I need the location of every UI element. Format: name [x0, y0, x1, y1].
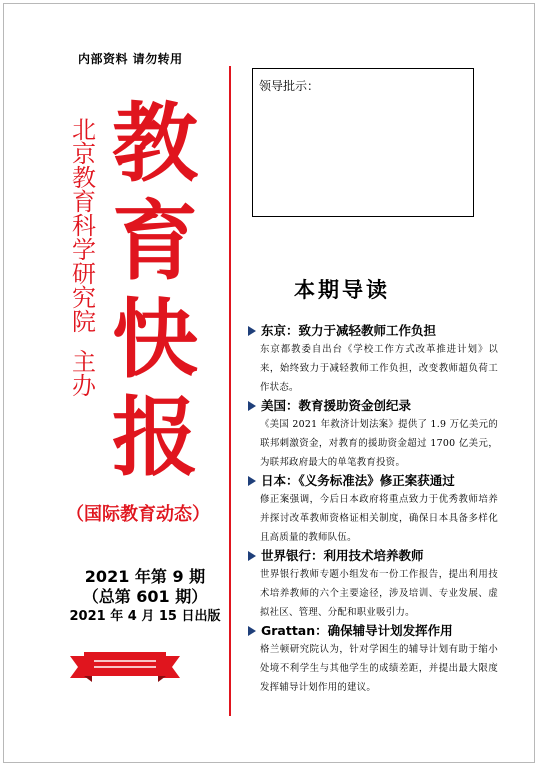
masthead-char: 快 [112, 290, 198, 390]
article-title: 东京：致力于减轻教师工作负担 [261, 323, 437, 338]
article-title: 世界银行：利用技术培养教师 [261, 548, 424, 563]
triangle-bullet-icon [248, 626, 256, 636]
organizer-char: 研 [72, 260, 96, 288]
organizer-char: 教 [72, 164, 96, 192]
triangle-bullet-icon [248, 326, 256, 336]
issue-total-number: （总第 601 期） [82, 587, 208, 606]
organizer-vertical-text [68, 118, 100, 398]
issue-number: 2021 年第 9 期 [84, 567, 206, 586]
organizer-char: 京 [72, 140, 96, 168]
organizer-char: 北 [72, 116, 96, 144]
article-item [248, 472, 498, 547]
publish-date: 2021 年 4 月 15 日出版 [69, 609, 221, 624]
organizer-char: 院 [72, 308, 96, 336]
organizer-role-char: 办 [72, 372, 96, 400]
article-summary: 格兰顿研究院认为，针对学困生的辅导计划有助于缩小处境不利学生与其他学生的成绩差距，并提出最大限度发挥辅导计划作用的建议。 [260, 644, 498, 693]
approval-label: 领导批示： [259, 79, 320, 93]
article-summary: 世界银行教师专题小组发布一份工作报告，提出利用技术培养教师的六个主要途径，涉及培训、专业发展、虚拟社区、管理、分配和职业吸引力。 [260, 569, 498, 618]
organizer-char: 科 [72, 212, 96, 240]
leader-approval-box [252, 68, 474, 217]
contents-heading: 本期导读 [294, 277, 390, 302]
organizer-role-char: 主 [72, 348, 96, 376]
organizer-char: 学 [72, 236, 96, 264]
article-summary: 《美国 2021 年救济计划法案》提供了 1.9 万亿美元的联邦刺激资金，对教育的援助资金超过 1700 亿美元，为联邦政府最大的单笔教育投资。 [260, 419, 498, 468]
series-subtitle: （国际教育动态） [66, 504, 210, 525]
issue-info [60, 567, 230, 627]
article-summary: 东京都教委自出台《学校工作方式改革推进计划》以来，始终致力于减轻教师工作负担，改变教师超负荷工作状态。 [260, 344, 498, 393]
article-summary: 修正案强调，今后日本政府将重点致力于优秀教师培养并探讨改革教师资格证相关制度，确保日本具备多样化且高质量的教师队伍。 [260, 494, 498, 543]
article-title: 美国：教育援助资金创纪录 [261, 398, 412, 413]
article-item [248, 547, 498, 622]
masthead-char: 育 [112, 192, 198, 292]
masthead-char: 报 [112, 388, 198, 488]
masthead-title [100, 95, 210, 487]
article-list [248, 322, 498, 697]
triangle-bullet-icon [248, 476, 256, 486]
organizer-char: 究 [72, 284, 96, 312]
masthead-char: 教 [112, 94, 198, 194]
article-title: Grattan：确保辅导计划发挥作用 [261, 623, 453, 638]
internal-material-label: 内部资料 请勿转用 [78, 52, 183, 66]
article-item [248, 397, 498, 472]
article-item [248, 622, 498, 697]
ribbon-banner-icon [70, 648, 180, 686]
article-title: 日本：《义务标准法》修正案获通过 [261, 473, 455, 488]
triangle-bullet-icon [248, 551, 256, 561]
triangle-bullet-icon [248, 401, 256, 411]
article-item [248, 322, 498, 397]
organizer-char: 育 [72, 188, 96, 216]
